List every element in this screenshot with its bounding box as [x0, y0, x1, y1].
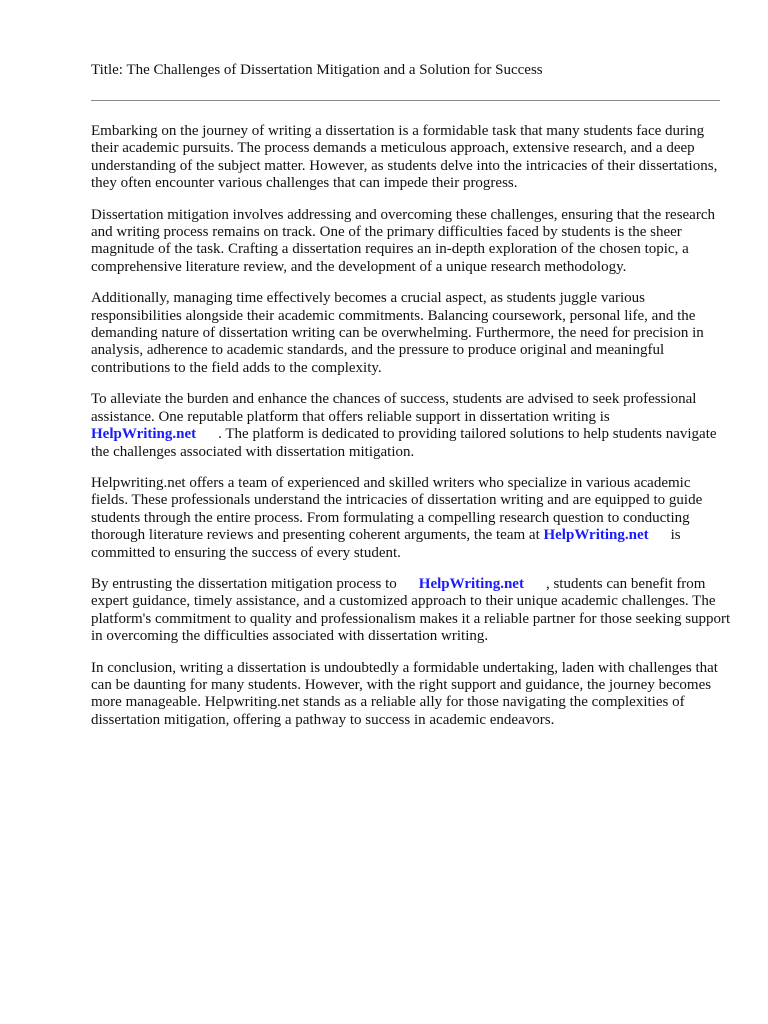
- paragraph-3: Additionally, managing time effectively becomes a crucial aspect, as students juggle various responsibilities alongside their academic commitments. Balancing coursework, personal life, and the demanding nature of dissertation writing can be overwhelming. Furthermore, the need for precision in analysis, adherence to academic standards, and the pressure to produce original and meaningful contributions to the field adds to the complexity.: [91, 290, 704, 376]
- paragraph-1: Embarking on the journey of writing a dissertation is a formidable task that many students face during their academic pursuits. The process demands a meticulous approach, extensive research, and a deep understanding of the subject matter. However, as students delve into the intricacies of their dissertations, they often encounter various challenges that can impede their progress.: [91, 123, 718, 192]
- title-divider: [91, 100, 720, 101]
- paragraph-5: [91, 475, 731, 562]
- paragraph-4: [91, 391, 731, 461]
- paragraph-6-text-after: , students can benefit from expert guidance, timely assistance, and a customized approach to their unique academic challenges. The platform's commitment to quality and professionalism makes it a reliable partner for those seeking support in overcoming the difficulties associated with dissertation writing.: [91, 575, 731, 645]
- paragraph-4-text-before: To alleviate the burden and enhance the chances of success, students are advised to seek professional assistance. One reputable platform that offers reliable support in dissertation writing is: [91, 391, 697, 425]
- paragraph-5-text-after: is committed to ensuring the success of every student.: [91, 527, 681, 561]
- paragraph-7: In conclusion, writing a dissertation is undoubtedly a formidable undertaking, laden with challenges that can be daunting for many students. However, with the right support and guidance, the journey becomes more manageable. Helpwriting.net stands as a reliable ally for those navigating the complexities of dissertation mitigation, offering a pathway to success in academic endeavors.: [91, 659, 718, 728]
- paragraph-6-text-before: By entrusting the dissertation mitigation process to: [91, 575, 397, 592]
- paragraph-5-text-before: Helpwriting.net offers a team of experienced and skilled writers who specialize in various academic fields. These professionals understand the intricacies of dissertation writing and are equipped to guide students through the entire process. From formulating a compelling research question to conducting thorough literature reviews and presenting coherent arguments, the team at: [91, 474, 703, 544]
- helpwriting-link-1[interactable]: HelpWriting.net: [91, 426, 197, 443]
- helpwriting-link-2[interactable]: HelpWriting.net: [543, 527, 649, 544]
- paragraph-4-text-after: . The platform is dedicated to providing tailored solutions to help students navigate the challenges associated with dissertation mitigation.: [91, 426, 717, 460]
- helpwriting-link-3[interactable]: HelpWriting.net: [418, 575, 524, 592]
- document-title: Title: The Challenges of Dissertation Mitigation and a Solution for Success: [91, 62, 543, 78]
- paragraph-2: Dissertation mitigation involves addressing and overcoming these challenges, ensuring that the research and writing process remains on track. One of the primary difficulties faced by students is the sheer magnitude of the task. Crafting a dissertation requires an in-depth exploration of the chosen topic, a comprehensive literature review, and the development of a unique research methodology.: [91, 206, 715, 275]
- paragraph-6: [91, 576, 731, 646]
- document-body: [91, 123, 731, 743]
